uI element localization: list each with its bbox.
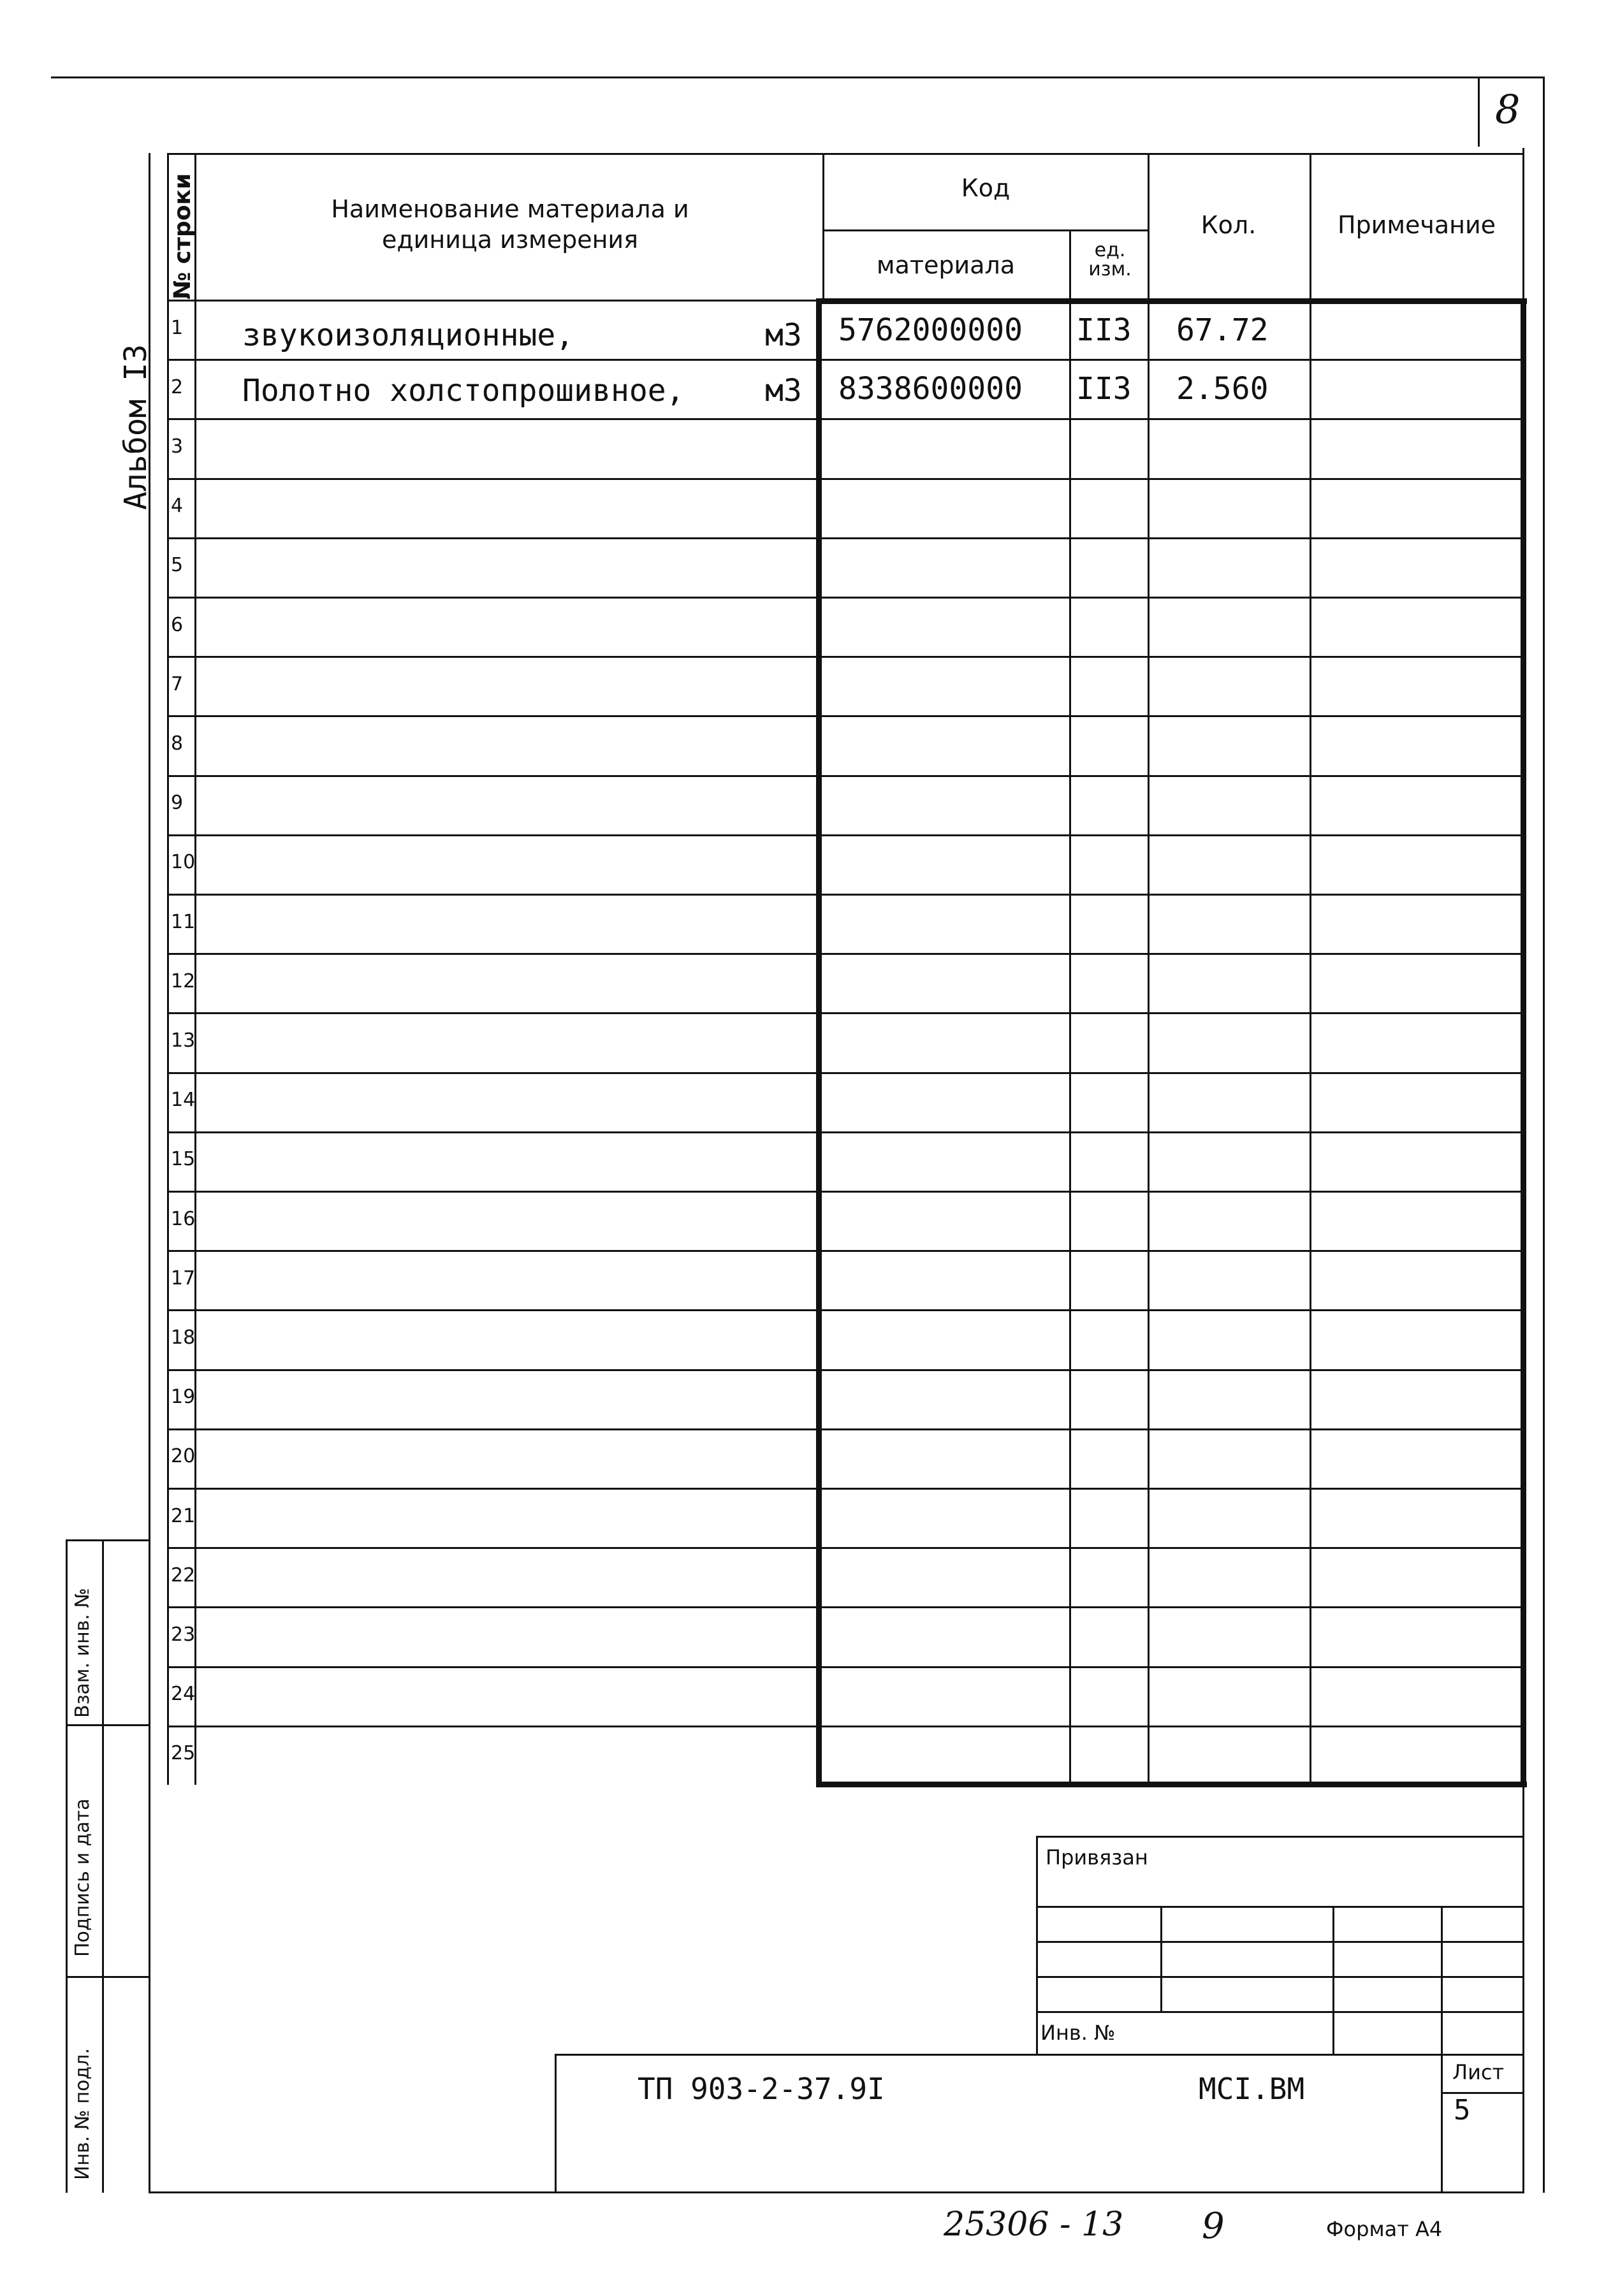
privyazan-grid-2 xyxy=(1036,1941,1524,1943)
header-qty: Кол. xyxy=(1200,211,1257,239)
privyazan-col-2 xyxy=(1332,1906,1334,2056)
row-separator xyxy=(167,1250,1524,1252)
privyazan-grid-3 xyxy=(1036,1976,1524,1978)
col-unitcode-left xyxy=(1069,300,1071,1785)
row-separator xyxy=(167,1726,1524,1727)
row1-unit: м3 xyxy=(765,317,802,353)
footer-handwritten-page: 9 xyxy=(1202,2205,1225,2247)
stamp-strip-sep2 xyxy=(66,1976,149,1978)
row-separator xyxy=(167,656,1524,658)
row-number: 9 xyxy=(171,792,184,814)
row1-unit-code: II3 xyxy=(1076,312,1132,348)
footer-handwritten-no: 25306 - 13 xyxy=(944,2205,1124,2244)
title-stamp-left xyxy=(555,2054,557,2193)
privyazan-top xyxy=(1036,1836,1524,1838)
title-stamp-sheet-left xyxy=(1441,2054,1443,2193)
row-number: 12 xyxy=(171,970,196,992)
doc-code: ТП 903-2-37.9I xyxy=(638,2072,885,2106)
row-separator xyxy=(167,597,1524,599)
privyazan-grid-1 xyxy=(1036,1906,1524,1908)
row-number: 13 xyxy=(171,1029,196,1052)
col-qty-left xyxy=(1148,300,1149,1785)
title-stamp-top xyxy=(555,2054,1524,2056)
row-separator xyxy=(167,834,1524,836)
row-number: 3 xyxy=(171,435,184,458)
frame-bottom xyxy=(149,2191,1524,2193)
stamp-podpis-data: Подпись и дата xyxy=(71,1798,94,1957)
row2-code: 8338600000 xyxy=(838,371,1023,407)
header-name: Наименование материала и единица измерения xyxy=(331,195,689,254)
stamp-strip-sep1 xyxy=(66,1724,149,1726)
sheet-no: 5 xyxy=(1454,2094,1471,2126)
row-separator xyxy=(167,1666,1524,1668)
row-separator xyxy=(167,1369,1524,1371)
row-number: 8 xyxy=(171,732,184,755)
header-note: Примечание xyxy=(1337,211,1496,239)
privyazan-left xyxy=(1036,1836,1038,2056)
row-separator xyxy=(167,953,1524,955)
header-code-split xyxy=(822,229,1149,231)
row-number: 15 xyxy=(171,1148,196,1170)
header-code: Код xyxy=(961,174,1011,202)
row2-qty: 2.560 xyxy=(1176,371,1269,407)
album-label: Альбом I3 xyxy=(118,344,154,510)
row-separator xyxy=(167,478,1524,480)
name-column-top xyxy=(167,300,817,302)
row2-unit: м3 xyxy=(765,373,802,409)
doc-mark: МСI.ВМ xyxy=(1199,2072,1305,2106)
row2-unit-code: II3 xyxy=(1076,371,1132,407)
col-note-left xyxy=(1310,300,1311,1785)
row-separator xyxy=(167,1428,1524,1430)
row-number: 24 xyxy=(171,1683,196,1705)
privyazan-grid-4 xyxy=(1036,2011,1524,2013)
privyazan-label: Привязан xyxy=(1046,1845,1148,1870)
row2-name: Полотно холстопрошивное, xyxy=(242,373,685,409)
page-number-box xyxy=(1478,76,1480,147)
data-box-left xyxy=(816,298,822,1787)
row-number: 23 xyxy=(171,1624,196,1646)
row-separator xyxy=(167,1488,1524,1490)
row1-qty: 67.72 xyxy=(1176,312,1269,348)
row-number: 21 xyxy=(171,1505,196,1527)
row-number: 1 xyxy=(171,317,184,339)
sheet-label: Лист xyxy=(1452,2060,1505,2084)
privyazan-col-1 xyxy=(1160,1906,1162,2011)
row-number: 22 xyxy=(171,1564,196,1587)
row-separator xyxy=(167,1131,1524,1133)
stamp-strip-left xyxy=(66,1539,68,2193)
row-separator xyxy=(167,775,1524,777)
header-code-mid xyxy=(1069,229,1071,300)
header-code-unit: ед. изм. xyxy=(1088,239,1132,280)
row-number: 2 xyxy=(171,376,184,398)
row-number: 16 xyxy=(171,1208,196,1230)
row-number: 4 xyxy=(171,495,184,517)
row-number: 20 xyxy=(171,1445,196,1467)
row-number: 10 xyxy=(171,851,196,873)
stamp-strip-top xyxy=(66,1539,149,1541)
row1-name: звукоизоляционные, xyxy=(242,317,574,353)
data-box-bottom xyxy=(816,1782,1527,1787)
row-separator xyxy=(167,359,1524,361)
row-separator xyxy=(167,1012,1524,1014)
stamp-inv-podl: Инв. № подл. xyxy=(71,2048,94,2180)
row-separator xyxy=(167,1547,1524,1549)
sheet-right-edge xyxy=(1543,76,1545,2193)
row-number: 25 xyxy=(171,1742,196,1764)
stamp-strip-mid xyxy=(102,1539,104,2193)
data-box-right xyxy=(1521,298,1526,1787)
row-separator xyxy=(167,1606,1524,1608)
row-number: 5 xyxy=(171,554,184,576)
stamp-vzam-inv: Взам. инв. № xyxy=(71,1588,94,1718)
footer-format: Формат А4 xyxy=(1326,2217,1443,2241)
row-separator xyxy=(167,537,1524,539)
inv-no-label: Инв. № xyxy=(1040,2021,1116,2045)
row-number: 7 xyxy=(171,673,184,695)
row-separator xyxy=(167,418,1524,420)
row-number: 18 xyxy=(171,1326,196,1349)
row-separator xyxy=(167,894,1524,896)
page-number: 8 xyxy=(1495,86,1521,133)
frame-top xyxy=(167,153,1524,155)
row1-code: 5762000000 xyxy=(838,312,1023,348)
row-number: 17 xyxy=(171,1267,196,1290)
sheet-top-border xyxy=(51,76,1543,78)
rownum-column-line xyxy=(167,153,169,1785)
privyazan-col-3 xyxy=(1441,1906,1443,2056)
row-number: 14 xyxy=(171,1089,196,1111)
row-separator xyxy=(167,715,1524,717)
data-box-top xyxy=(816,298,1527,304)
row-separator xyxy=(167,1072,1524,1074)
header-code-material: материала xyxy=(876,251,1016,279)
header-row-no: № строки xyxy=(170,173,196,300)
row-separator xyxy=(167,1309,1524,1311)
row-number: 19 xyxy=(171,1386,196,1408)
row-number: 11 xyxy=(171,911,196,933)
row-number: 6 xyxy=(171,614,184,636)
row-separator xyxy=(167,1191,1524,1193)
